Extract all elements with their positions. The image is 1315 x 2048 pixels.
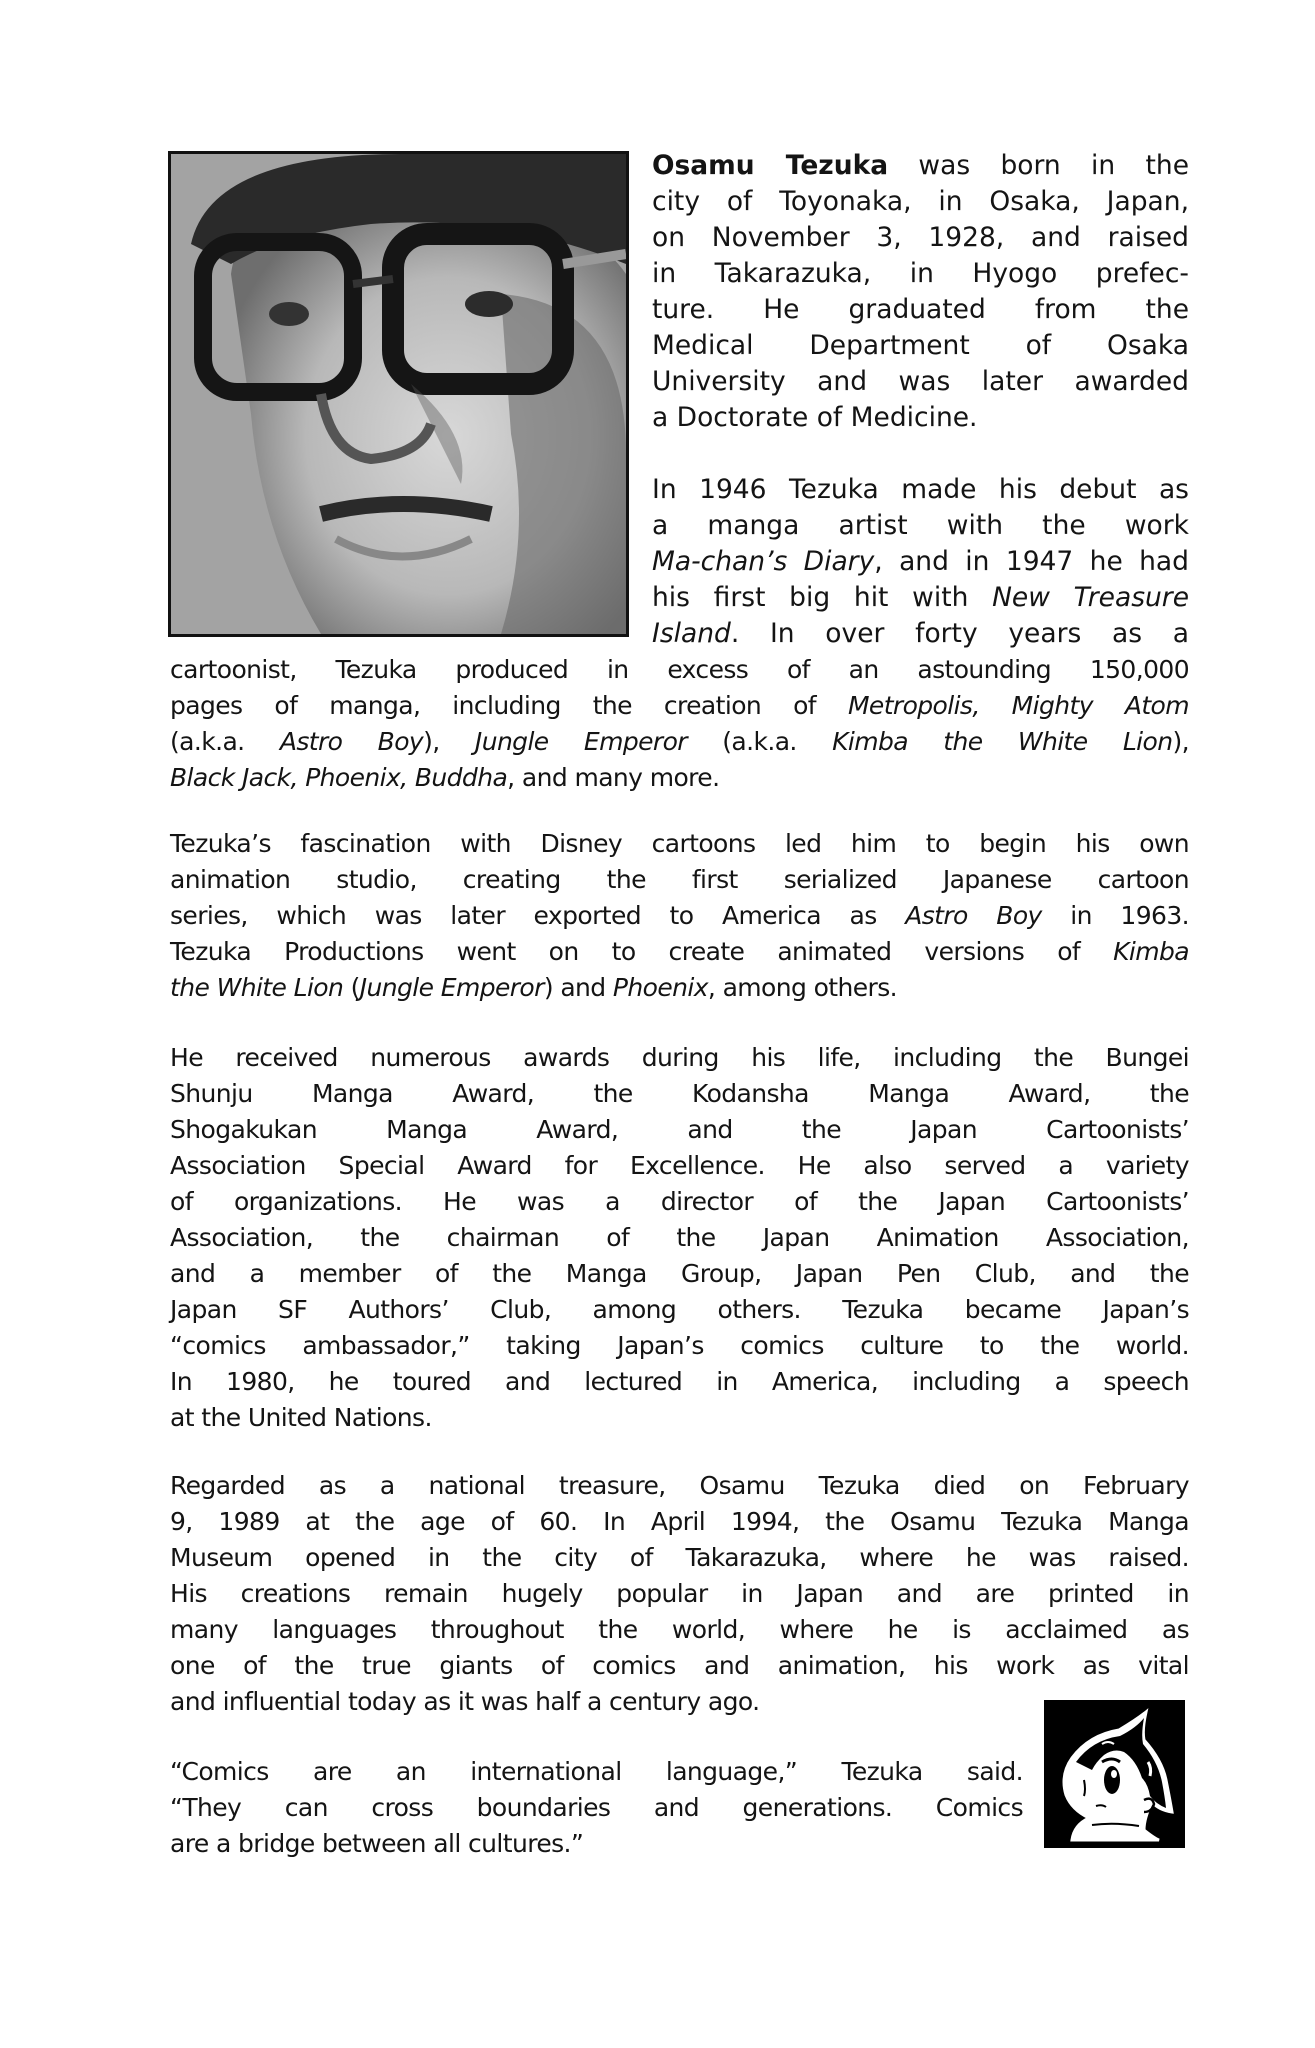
bold-name: Osamu Tezuka	[652, 150, 889, 181]
text-run: in 1963.	[1041, 901, 1189, 930]
text-run: ) and	[543, 973, 613, 1002]
text-run: Shunju Manga Award, the Kodansha Manga Award, the	[170, 1079, 1189, 1108]
paragraph-quote	[170, 1754, 1023, 1862]
italic-title: Black Jack, Phoenix, Buddha	[170, 763, 508, 792]
text-line	[652, 148, 1189, 184]
paragraph-debut-continued	[170, 652, 1189, 796]
text-run: (	[343, 973, 360, 1002]
text-run: Association, the chairman of the Japan Animation Association,	[170, 1223, 1189, 1252]
text-line	[170, 1112, 1189, 1148]
text-run: ture. He graduated from the	[652, 294, 1189, 325]
text-run: His creations remain hugely popular in Japan and are printed in	[170, 1579, 1189, 1608]
text-run: cartoonist, Tezuka produced in excess of an astounding 150,000	[170, 655, 1189, 684]
text-line	[170, 724, 1189, 760]
italic-title: Island	[652, 618, 731, 649]
text-run: Tezuka’s fascination with Disney cartoons led him to begin his own	[170, 829, 1189, 858]
text-line	[652, 364, 1189, 400]
text-line	[170, 1790, 1023, 1826]
text-run: University and was later awarded	[652, 366, 1189, 397]
text-line	[170, 1648, 1189, 1684]
text-line	[170, 898, 1189, 934]
paragraph-animation	[170, 826, 1189, 1006]
text-line	[170, 1684, 1189, 1720]
text-line	[652, 220, 1189, 256]
text-run: Medical Department of Osaka	[652, 330, 1189, 361]
text-run: . In over forty years as a	[730, 618, 1189, 649]
text-line	[170, 934, 1189, 970]
text-run: “Comics are an international language,” Tezuka said.	[170, 1757, 1023, 1786]
italic-title: the White Lion	[170, 973, 344, 1002]
text-line	[652, 472, 1189, 508]
italic-title: Phoenix	[612, 973, 708, 1002]
text-run: Shogakukan Manga Award, and the Japan Cartoonists’	[170, 1115, 1189, 1144]
paragraph-awards	[170, 1040, 1189, 1436]
text-run: In 1946 Tezuka made his debut as	[652, 474, 1189, 505]
text-run: 9, 1989 at the age of 60. In April 1994, the Osamu Tezuka Manga	[170, 1507, 1189, 1536]
text-run: (a.k.a.	[686, 727, 833, 756]
text-line	[652, 508, 1189, 544]
text-line	[652, 292, 1189, 328]
text-line	[170, 1184, 1189, 1220]
text-line	[170, 1754, 1023, 1790]
text-run: Japan SF Authors’ Club, among others. Tezuka became Japan’s	[170, 1295, 1189, 1324]
text-run: a Doctorate of Medicine.	[652, 402, 978, 433]
text-run: Museum opened in the city of Takarazuka, where he was raised.	[170, 1543, 1189, 1572]
text-line	[170, 1040, 1189, 1076]
text-run: on November 3, 1928, and raised	[652, 222, 1189, 253]
text-line	[170, 1148, 1189, 1184]
text-run: a manga artist with the work	[652, 510, 1189, 541]
text-line	[652, 580, 1189, 616]
portrait-image	[171, 154, 626, 634]
text-run: “comics ambassador,” taking Japan’s comics culture to the world.	[170, 1331, 1189, 1360]
italic-title: New Treasure	[992, 582, 1189, 613]
text-run: “They can cross boundaries and generations. Comics	[170, 1793, 1023, 1822]
text-run: In 1980, he toured and lectured in America, including a speech	[170, 1367, 1189, 1396]
italic-title: Kimba	[1113, 937, 1189, 966]
text-line	[170, 970, 1189, 1006]
text-run: and a member of the Manga Group, Japan Pen Club, and the	[170, 1259, 1189, 1288]
text-line	[170, 1540, 1189, 1576]
text-line	[170, 826, 1189, 862]
text-line	[170, 1468, 1189, 1504]
text-line	[170, 1826, 1023, 1862]
text-run: , and many more.	[507, 763, 720, 792]
text-run: are a bridge between all cultures.”	[170, 1829, 584, 1858]
text-run: and influential today as it was half a century ago.	[170, 1687, 760, 1716]
paragraph-debut	[652, 472, 1189, 652]
text-line	[170, 1292, 1189, 1328]
text-run: ),	[423, 727, 475, 756]
astro-boy-icon	[1044, 1700, 1185, 1848]
text-line	[170, 862, 1189, 898]
text-line	[170, 688, 1189, 724]
text-run: in Takarazuka, in Hyogo prefec-	[652, 258, 1189, 289]
text-line	[170, 1612, 1189, 1648]
text-line	[170, 1256, 1189, 1292]
text-run: of organizations. He was a director of the Japan Cartoonists’	[170, 1187, 1189, 1216]
text-run: Association Special Award for Excellence. He also served a variety	[170, 1151, 1189, 1180]
text-run: his first big hit with	[652, 582, 993, 613]
text-line	[652, 544, 1189, 580]
text-run: was born in the	[888, 150, 1189, 181]
italic-title: Kimba the White Lion	[832, 727, 1173, 756]
text-line	[170, 1400, 1189, 1436]
text-line	[170, 1576, 1189, 1612]
text-line	[170, 1076, 1189, 1112]
text-line	[652, 616, 1189, 652]
text-line	[170, 1328, 1189, 1364]
text-run: city of Toyonaka, in Osaka, Japan,	[652, 186, 1189, 217]
text-run: series, which was later exported to America as	[170, 901, 906, 930]
italic-title: Ma-chan’s Diary	[652, 546, 875, 577]
text-line	[652, 400, 1189, 436]
text-line	[170, 760, 1189, 796]
italic-title: Astro Boy	[905, 901, 1042, 930]
italic-title: Metropolis, Mighty Atom	[847, 691, 1189, 720]
text-run: ),	[1172, 727, 1189, 756]
text-line	[170, 1364, 1189, 1400]
text-run: Regarded as a national treasure, Osamu Tezuka died on February	[170, 1471, 1189, 1500]
text-run: at the United Nations.	[170, 1403, 432, 1432]
text-run: Tezuka Productions went on to create animated versions of	[170, 937, 1114, 966]
text-run: pages of manga, including the creation of	[170, 691, 848, 720]
text-line	[652, 184, 1189, 220]
italic-title: Astro Boy	[279, 727, 424, 756]
text-line	[170, 1220, 1189, 1256]
text-run: (a.k.a.	[170, 727, 280, 756]
italic-title: Jungle Emperor	[474, 727, 687, 756]
text-run: many languages throughout the world, where he is acclaimed as	[170, 1615, 1189, 1644]
text-run: He received numerous awards during his life, including the Bungei	[170, 1043, 1189, 1072]
paragraph-legacy	[170, 1468, 1189, 1720]
text-line	[170, 1504, 1189, 1540]
text-line	[652, 328, 1189, 364]
text-run: animation studio, creating the first serialized Japanese cartoon	[170, 865, 1189, 894]
astro-boy-emblem	[1044, 1700, 1185, 1848]
paragraph-intro	[652, 148, 1189, 436]
text-line	[652, 256, 1189, 292]
text-run: , among others.	[707, 973, 897, 1002]
author-portrait-photo	[168, 151, 629, 637]
text-run: one of the true giants of comics and animation, his work as vital	[170, 1651, 1189, 1680]
italic-title: Jungle Emperor	[359, 973, 544, 1002]
text-run: , and in 1947 he had	[874, 546, 1189, 577]
text-line	[170, 652, 1189, 688]
